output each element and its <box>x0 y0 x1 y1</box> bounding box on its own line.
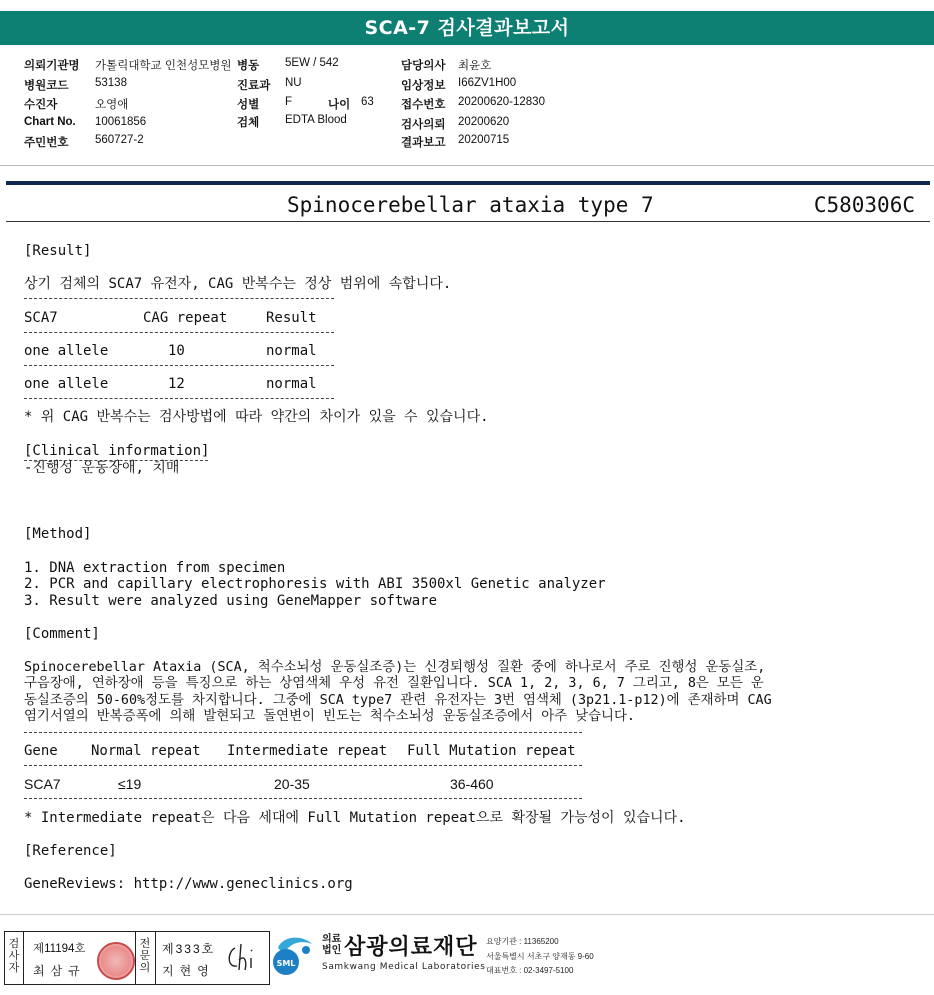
comment-line: 구음장애, 연하장애 등을 특징으로 하는 상염색체 우성 유전 질환입니다. SCA 1, 2, 3, 6, 7 그리고, 8은 모든 운 <box>24 676 764 691</box>
result-col-result: Result <box>266 310 317 326</box>
specimen-label: 검체 <box>237 117 260 129</box>
seal-stamp <box>97 942 135 980</box>
result-cell: normal <box>266 376 317 392</box>
comment-line: Spinocerebellar Ataxia (SCA, 척수소뇌성 운동실조증)는 신경퇴행성 질환 중에 하나로서 주로 진행성 운동실조, <box>24 660 766 675</box>
org-type: 의료 법인 <box>322 934 342 956</box>
repeat-cell: 12 <box>168 376 185 392</box>
gene-cell: SCA7 <box>24 776 61 792</box>
test-request-label: 검사의뢰 <box>401 119 446 131</box>
full-cell: 36-460 <box>450 776 494 792</box>
clinical-info-label: 임상정보 <box>401 80 446 92</box>
org-code: 요양기관 : 11365200 <box>486 937 559 946</box>
result-col-repeat: CAG repeat <box>143 310 228 326</box>
method-step: 3. Result were analyzed using GeneMapper software <box>24 593 438 609</box>
table-rule <box>24 332 334 333</box>
reference-text: GeneReviews: http://www.geneclinics.org <box>24 876 353 892</box>
comment-heading: [Comment] <box>24 626 100 642</box>
full-col: Full Mutation repeat <box>407 743 576 759</box>
result-note: * 위 CAG 반복수는 검사방법에 따라 약간의 차이가 있을 수 있습니다. <box>24 409 489 425</box>
specialist-no: 제333호 <box>162 942 216 956</box>
sex-value: F <box>285 96 293 108</box>
report-label: 결과보고 <box>401 137 446 149</box>
clinical-info-value: I66ZV1H00 <box>458 77 517 89</box>
signature-box <box>4 931 270 985</box>
receipt-no-value: 20200620-12830 <box>458 96 545 108</box>
org-name: 삼광의료재단 <box>344 935 478 960</box>
org-english-name: Samkwang Medical Laboratories <box>322 962 486 972</box>
divider-thick <box>6 181 930 185</box>
specimen-value: EDTA Blood <box>285 114 347 126</box>
intermediate-col: Intermediate repeat <box>227 743 388 759</box>
table-rule <box>24 798 582 799</box>
reference-heading: [Reference] <box>24 843 117 859</box>
test-code: C580306C <box>813 193 915 217</box>
comment-note: * Intermediate repeat은 다음 세대에 Full Mutation repeat으로 확장될 가능성이 있습니다. <box>24 810 686 826</box>
chart-no-label: Chart No. <box>24 116 76 128</box>
gene-col: Gene <box>24 743 58 759</box>
sex-label: 성별 <box>237 99 260 111</box>
org-phone: 대표번호 : 02-3497-5100 <box>486 966 574 975</box>
repeat-cell: 10 <box>168 343 185 359</box>
clinical-text: -진행성 운동장애, 치매 <box>24 460 180 476</box>
doctor-label: 담당의사 <box>401 60 446 72</box>
method-step: 2. PCR and capillary electrophoresis with ABI 3500xl Genetic analyzer <box>24 576 606 592</box>
inspector-no: 제11194호 <box>33 943 86 955</box>
age-value: 63 <box>361 96 374 108</box>
age-label: 나이 <box>328 99 351 111</box>
resident-no-label: 주민번호 <box>24 137 69 149</box>
hospital-code-value: 53138 <box>95 77 127 89</box>
hospital-code-label: 병원코드 <box>24 80 69 92</box>
result-col-gene: SCA7 <box>24 310 58 326</box>
patient-info-panel <box>0 55 934 163</box>
divider <box>0 165 934 166</box>
result-summary: 상기 검체의 SCA7 유전자, CAG 반복수는 정상 범위에 속합니다. <box>24 276 452 292</box>
report-title: SCA-7 검사결과보고서 <box>0 11 934 45</box>
receipt-no-label: 접수번호 <box>401 99 446 111</box>
institution-value: 가톨릭대학교 인천성모병원 <box>95 60 232 72</box>
allele-cell: one allele <box>24 376 109 392</box>
comment-line: 염기서열의 반복증폭에 의해 발현되고 돌연변이 빈도는 척수소뇌성 운동실조증에서 아주 낮습니다. <box>24 709 635 724</box>
table-rule <box>24 398 334 399</box>
clinical-heading: [Clinical information] <box>24 443 210 459</box>
ward-label: 병동 <box>237 60 260 72</box>
table-rule <box>24 298 334 299</box>
normal-cell: ≤19 <box>118 776 142 792</box>
signature-icon <box>223 940 265 976</box>
inspector-label: 검 사 자 <box>8 937 20 974</box>
recipient-label: 수진자 <box>24 99 58 111</box>
table-rule <box>24 732 582 733</box>
method-step: 1. DNA extraction from specimen <box>24 560 286 576</box>
test-request-value: 20200620 <box>458 116 510 128</box>
svg-text:SML: SML <box>276 959 296 968</box>
resident-no-value: 560727-2 <box>95 134 144 146</box>
test-name: Spinocerebellar ataxia type 7 <box>287 193 654 217</box>
allele-cell: one allele <box>24 343 109 359</box>
recipient-value: 오영애 <box>95 99 129 111</box>
doctor-value: 최윤호 <box>458 60 492 72</box>
table-rule <box>24 765 582 766</box>
specialist-name: 지현영 <box>162 964 215 978</box>
method-heading: [Method] <box>24 526 92 542</box>
normal-col: Normal repeat <box>91 743 201 759</box>
inspector-name: 최삼규 <box>33 964 86 978</box>
org-address: 서울특별시 서초구 양재동 9-60 <box>486 952 594 961</box>
comment-line: 동실조증의 50-60%정도를 차지합니다. 그중에 SCA type7 관련 유전자는 3번 염색체 (3p21.1-p12)에 존재하며 CAG <box>24 693 772 708</box>
specialist-label: 전 문 의 <box>139 937 151 974</box>
department-value: NU <box>285 77 302 89</box>
department-label: 진료과 <box>237 80 271 92</box>
divider <box>6 221 930 222</box>
intermediate-cell: 20-35 <box>274 776 310 792</box>
institution-label: 의뢰기관명 <box>24 60 80 72</box>
result-cell: normal <box>266 343 317 359</box>
table-rule <box>24 365 334 366</box>
chart-no-value: 10061856 <box>95 116 147 128</box>
divider <box>0 914 934 915</box>
sml-logo-icon <box>272 934 318 978</box>
report-value: 20200715 <box>458 134 510 146</box>
result-heading: [Result] <box>24 243 92 259</box>
ward-value: 5EW / 542 <box>285 57 339 69</box>
